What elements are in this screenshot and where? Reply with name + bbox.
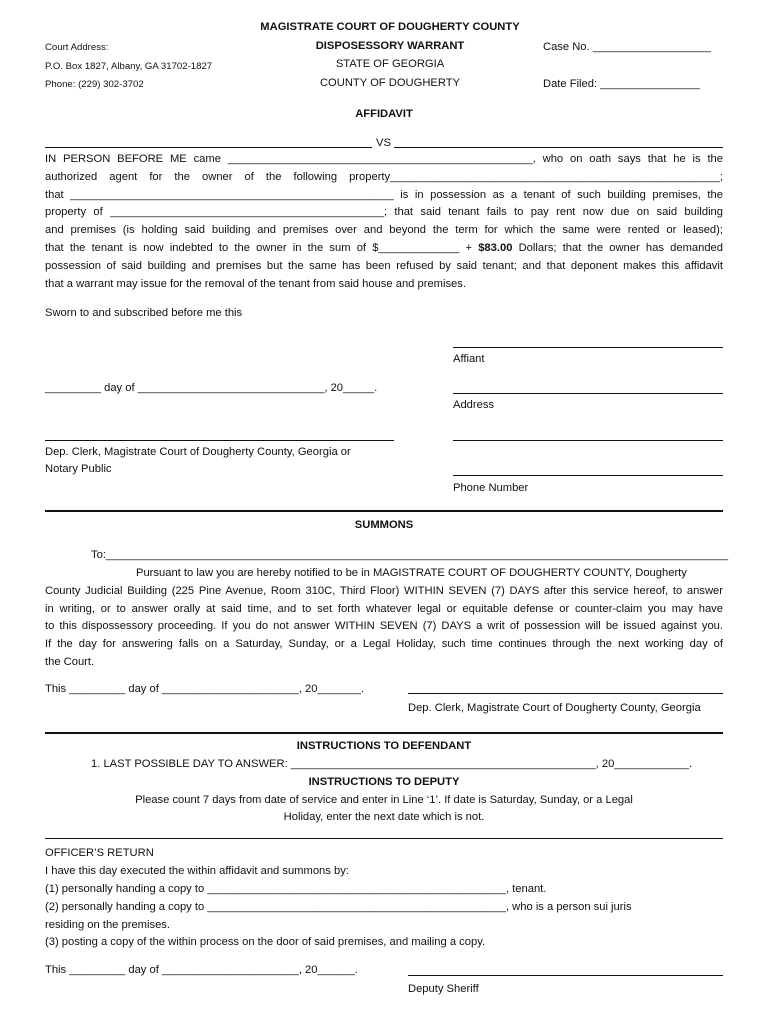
summons-clerk-signature-line[interactable] bbox=[408, 693, 723, 694]
clerk-notary-label: Dep. Clerk, Magistrate Court of Dougherty County, Georgia or bbox=[45, 446, 351, 458]
phone-number-label: Phone Number bbox=[453, 482, 529, 494]
notary-public-label: Notary Public bbox=[45, 463, 112, 475]
summons-to-field[interactable]: To:____________________________________________________________________________________________________ bbox=[91, 549, 729, 561]
warrant-title: DISPOSESSORY WARRANT bbox=[315, 40, 465, 52]
summons-line: the Court. bbox=[45, 655, 95, 668]
deputy-instructions-text: Please count 7 days from date of service and enter in Line ‘1’. If date is Saturday, Sunday, or a Legal bbox=[135, 794, 633, 806]
affiant-label: Affiant bbox=[453, 353, 485, 365]
affidavit-line: IN PERSON BEFORE ME came _________________________________________________, who on oath says that he is the bbox=[45, 153, 723, 165]
summons-date-field[interactable]: This _________ day of ______________________, 20_______. bbox=[45, 683, 365, 695]
affidavit-title: AFFIDAVIT bbox=[355, 108, 413, 120]
clerk-signature-line[interactable] bbox=[45, 440, 394, 441]
court-address-label: Court Address: bbox=[45, 42, 109, 53]
section-divider bbox=[45, 732, 723, 734]
affidavit-body bbox=[45, 151, 723, 293]
versus-label: VS bbox=[376, 137, 391, 149]
return-date-field[interactable]: This _________ day of ______________________, 20______. bbox=[45, 964, 358, 976]
affidavit-line: possession of said building and premises but the same has been refused by said tenant; and that deponent makes this affidavit bbox=[45, 259, 723, 272]
defendant-name-line[interactable] bbox=[394, 147, 723, 148]
service-method-3: (3) posting a copy of the within process on the door of said premises, and mailing a copy. bbox=[45, 936, 486, 948]
service-method-1[interactable]: (1) personally handing a copy to ________________________________________________, tenant. bbox=[45, 883, 547, 895]
last-day-to-answer-field[interactable]: 1. LAST POSSIBLE DAY TO ANSWER: _________________________________________________, 20____________. bbox=[91, 758, 693, 770]
section-divider bbox=[45, 510, 723, 512]
section-divider bbox=[45, 838, 723, 839]
affidavit-line: that the tenant is now indebted to the owner in the sum of $_____________ + $83.00 Dollars; that the owner has demanded bbox=[45, 241, 723, 254]
address-line-2[interactable] bbox=[453, 440, 723, 441]
county-label: COUNTY OF DOUGHERTY bbox=[319, 77, 461, 89]
phone-number-line[interactable] bbox=[453, 475, 723, 476]
sworn-date-field[interactable]: _________ day of ______________________________, 20_____. bbox=[45, 382, 378, 394]
summons-line: in writing, or to answer orally at said time, and to set forth whatever legal or equitable defense or counter-claim you may have bbox=[45, 602, 723, 615]
summons-line: County Judicial Building (225 Pine Avenue, Room 310C, Third Floor) WITHIN SEVEN (7) DAYS after this service hereof, to answer bbox=[45, 584, 723, 597]
date-filed-field[interactable]: Date Filed: ________________ bbox=[543, 78, 700, 90]
court-name: MAGISTRATE COURT OF DOUGHERTY COUNTY bbox=[260, 21, 520, 33]
affiant-signature-line[interactable] bbox=[453, 347, 723, 348]
state-label: STATE OF GEORGIA bbox=[335, 58, 445, 70]
affidavit-line: and premises (is holding said building and premises over and beyond the term for which the same were rented or leased); bbox=[45, 224, 723, 237]
instructions-defendant-title: INSTRUCTIONS TO DEFENDANT bbox=[296, 740, 472, 752]
plaintiff-name-line[interactable] bbox=[45, 147, 372, 148]
summons-clerk-label: Dep. Clerk, Magistrate Court of Dougherty County, Georgia bbox=[408, 702, 701, 714]
court-phone: Phone: (229) 302-3702 bbox=[45, 79, 144, 90]
summons-title: SUMMONS bbox=[354, 519, 414, 531]
affidavit-line: that a warrant may issue for the removal of the tenant from said house and premises. bbox=[45, 277, 466, 290]
affidavit-line: property of ____________________________________________; that said tenant fails to pay rent now due on said building bbox=[45, 206, 723, 219]
deputy-sheriff-signature-line[interactable] bbox=[408, 975, 723, 976]
officers-return-title: OFFICER’S RETURN bbox=[45, 847, 154, 859]
case-number-field[interactable]: Case No. ___________________ bbox=[543, 41, 711, 53]
deputy-instructions-text: Holiday, enter the next date which is not. bbox=[283, 811, 485, 823]
summons-line: If the day for answering falls on a Saturday, Sunday, or a Legal Holiday, such time continues through the next working day of bbox=[45, 638, 723, 651]
service-method-2[interactable]: (2) personally handing a copy to ________________________________________________, who is a person sui juris bbox=[45, 901, 632, 913]
officers-return-intro: I have this day executed the within affidavit and summons by: bbox=[45, 865, 349, 877]
summons-body bbox=[45, 565, 723, 672]
address-label: Address bbox=[453, 399, 495, 411]
deputy-sheriff-label: Deputy Sheriff bbox=[408, 983, 479, 995]
service-method-2-cont: residing on the premises. bbox=[45, 919, 170, 931]
instructions-deputy-title: INSTRUCTIONS TO DEPUTY bbox=[308, 776, 460, 788]
sworn-statement: Sworn to and subscribed before me this bbox=[45, 307, 243, 319]
summons-line: to this dispossessory proceeding. If you do not answer WITHIN SEVEN (7) DAYS a writ of possession will be issued against you. bbox=[45, 620, 723, 633]
summons-line: Pursuant to law you are hereby notified to be in MAGISTRATE COURT OF DOUGHERTY COUNTY, Dougherty bbox=[136, 567, 687, 579]
affidavit-line: that ____________________________________________________ is in possession as a tenant of such building premises, the bbox=[45, 188, 723, 201]
address-line[interactable] bbox=[453, 393, 723, 394]
affidavit-line: authorized agent for the owner of the following property_____________________________________________________; bbox=[45, 170, 723, 183]
court-po-box: P.O. Box 1827, Albany, GA 31702-1827 bbox=[45, 61, 213, 72]
